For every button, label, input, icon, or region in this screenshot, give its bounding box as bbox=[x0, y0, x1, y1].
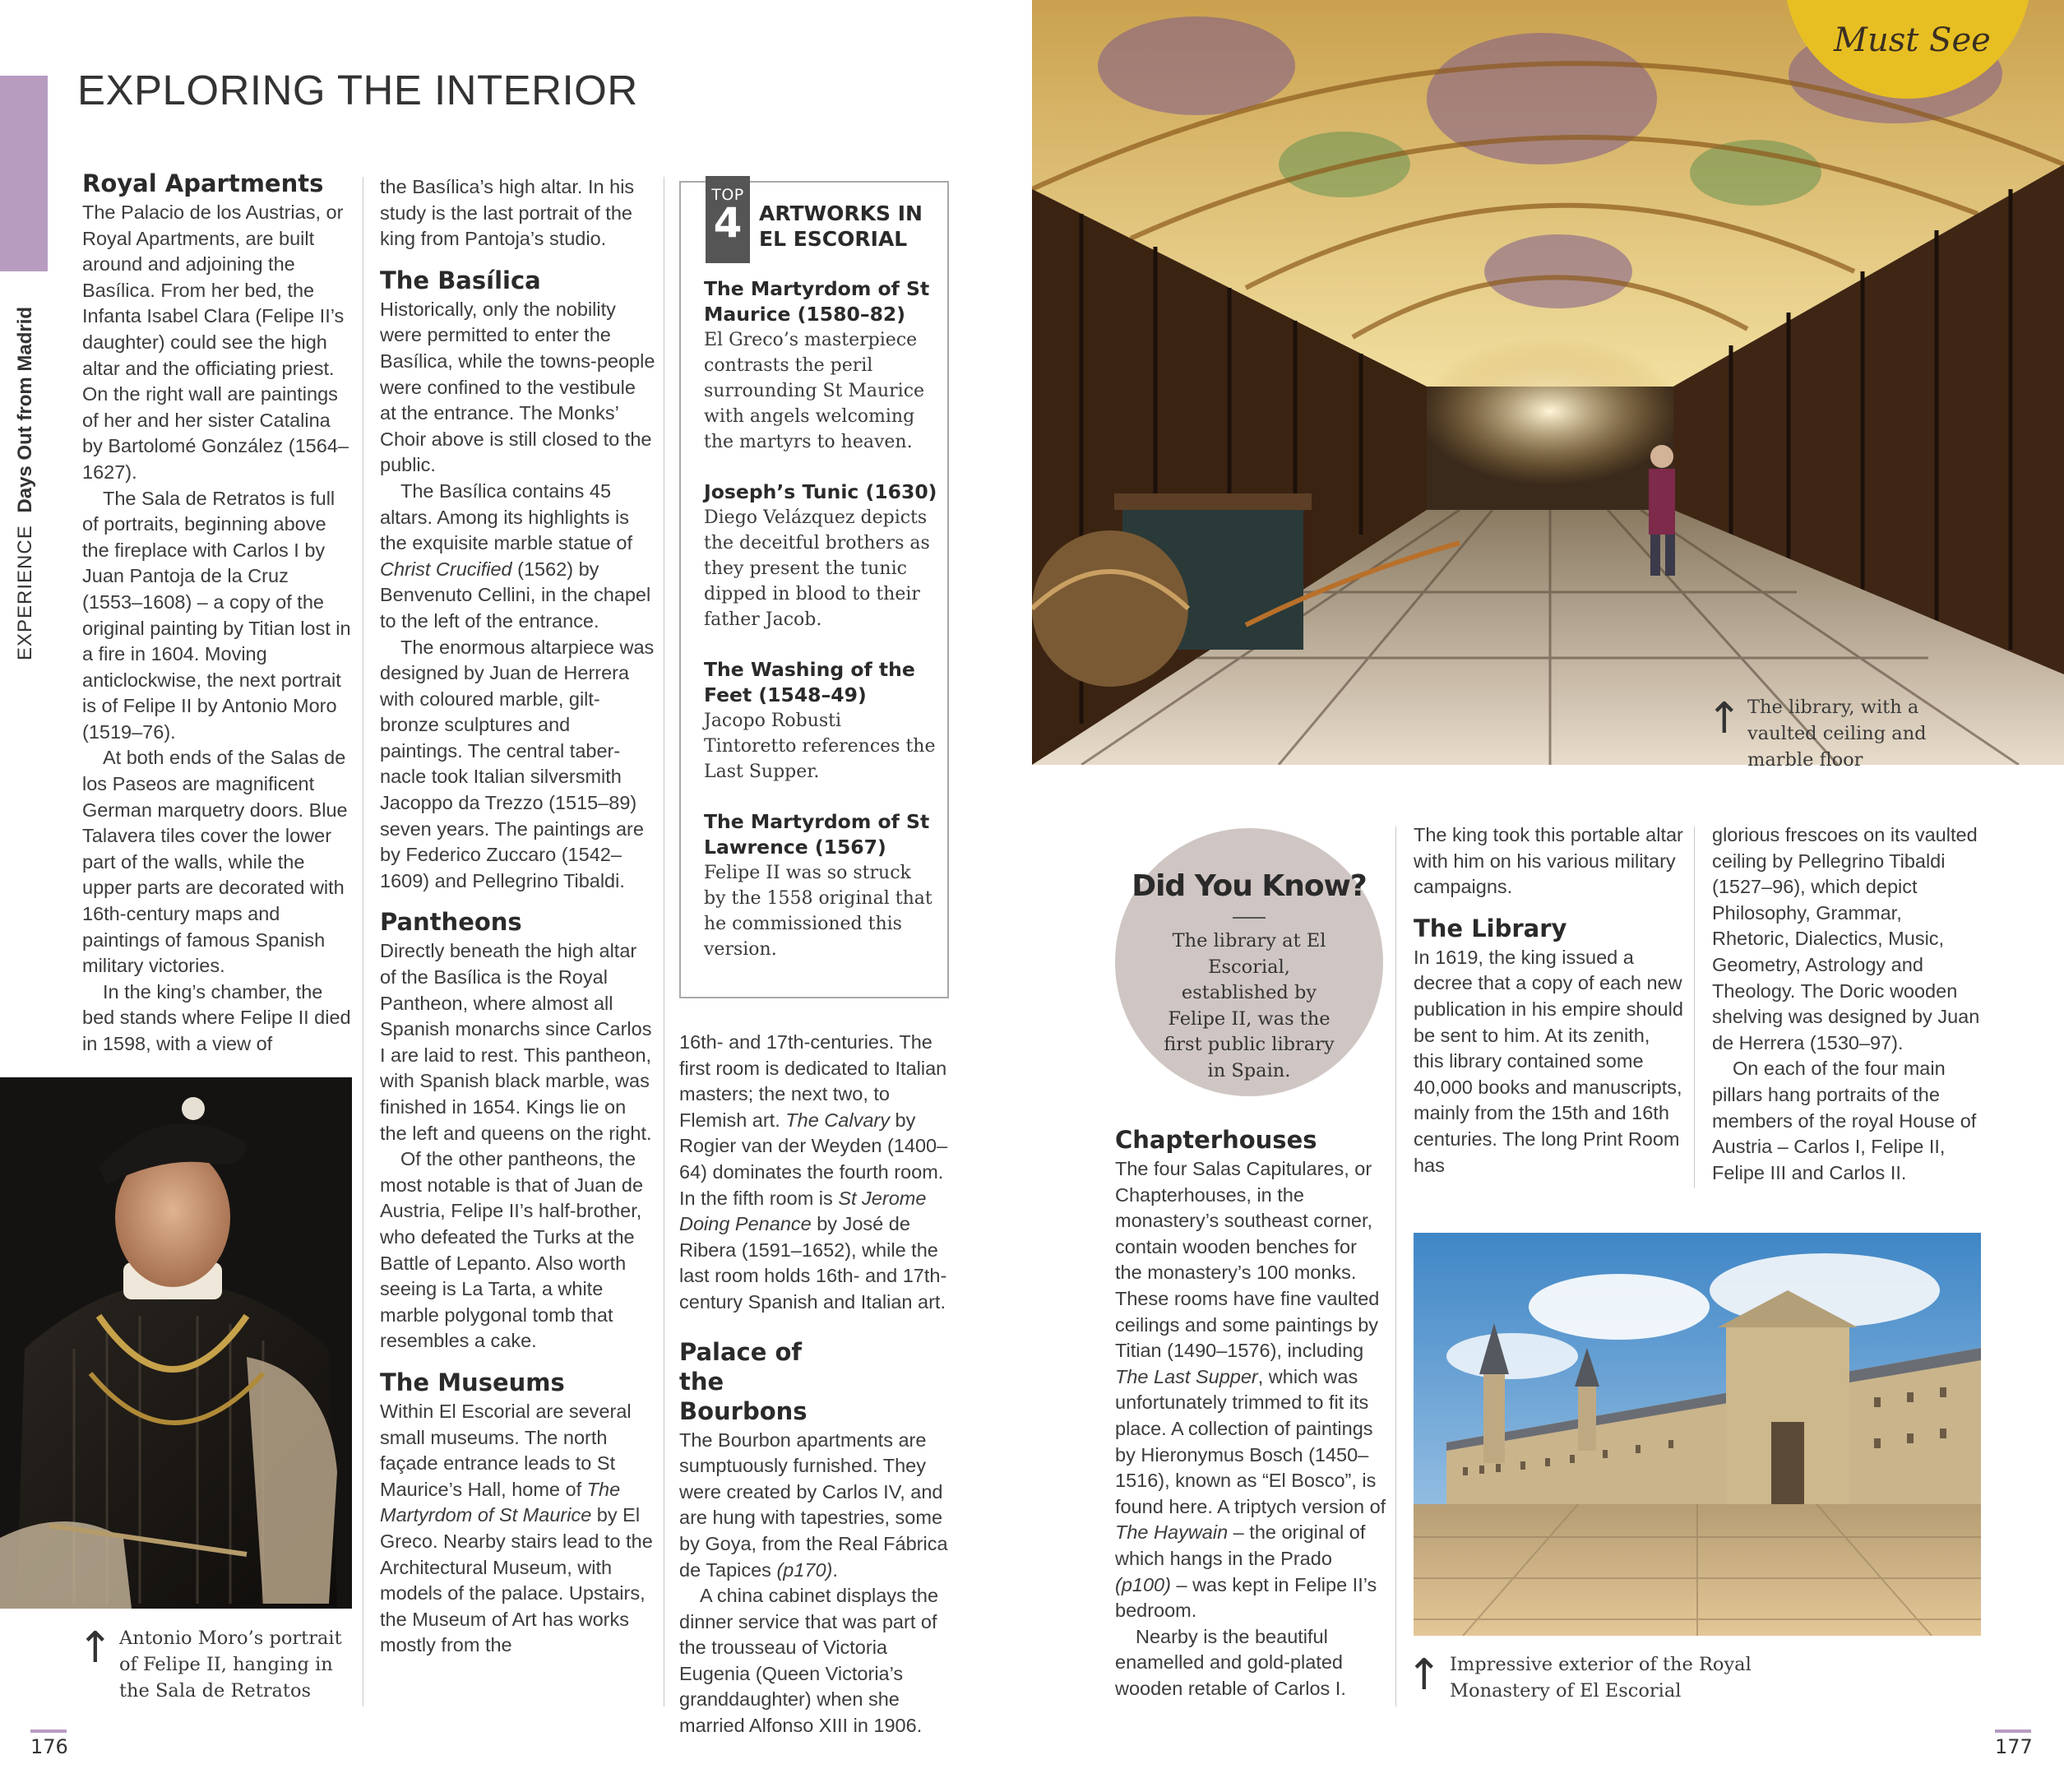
did-you-know-rule bbox=[1233, 917, 1266, 919]
portrait-photo bbox=[0, 1077, 352, 1609]
paragraph: In 1619, the king issued a decree that a copy of each new publication in his empire should be sent to him. At its zenith, this library contained some 40,000 books and manuscripts, mainly from the 15th and 16th centuries. The long Print Room has bbox=[1414, 946, 1683, 1176]
column-frescoes bbox=[1712, 822, 1983, 1186]
heading-basilica: The Basílica bbox=[380, 266, 541, 294]
exterior-photo bbox=[1414, 1233, 1981, 1636]
page-title: EXPLORING THE INTERIOR bbox=[77, 67, 638, 113]
section-color-bar bbox=[0, 76, 48, 271]
column-library bbox=[1414, 822, 1685, 1178]
paragraph: the Basílica’s high altar. In his study is the last portrait of the king from Pantoja’s studio. bbox=[380, 176, 635, 250]
paragraph: At both ends of the Salas de los Paseos are magnificent German marquetry doors. Blue Talavera tiles cover the lower part of the walls, while the upper parts are decorated with 16th-century maps and paintings of famous Spanish military victories. bbox=[82, 747, 348, 977]
up-arrow-icon: ↑ bbox=[77, 1623, 113, 1673]
paragraph: A china cabinet displays the dinner service that was part of the trousseau of Victoria Eugenia (Queen Victoria’s granddaughter) when she married Alfonso XIII in 1906. bbox=[679, 1585, 939, 1737]
heading-pantheons: Pantheons bbox=[380, 908, 522, 937]
library-photo bbox=[1032, 0, 2064, 765]
page-number-tick bbox=[1995, 1729, 2031, 1733]
portrait-illustration bbox=[0, 1077, 352, 1609]
top4-badge bbox=[706, 176, 750, 263]
heading-museums: The Museums bbox=[380, 1368, 565, 1396]
column-chapterhouses bbox=[1115, 1125, 1386, 1702]
column-divider bbox=[1694, 827, 1695, 1188]
paragraph: Historically, only the nobility were permitted to enter the Basílica, while the towns-people were confined to the vestibule at the entrance. The Monks’ Choir above is still closed to the public. bbox=[380, 298, 655, 476]
column-divider bbox=[1395, 827, 1396, 1706]
caption-library: The library, with a vaulted ceiling and marble floor bbox=[1747, 697, 1927, 771]
paragraph: The four Salas Capitulares, or Chapterhouses, in the monastery’s southeast corner, contain wooden benches for the monastery’s 100 monks. These rooms have fine vaulted ceilings and some paintings by Titian (1490–1576), including The Last Supper, which was unfortunately trimmed to fit its place. A collection of paintings by Hieronymus Bosch (1450–1516), known as “El Bosco”, is found here. A triptych version of The Haywain – the original of which hangs in the Prado (p100) – was kept in Felipe II’s bedroom. bbox=[1115, 1158, 1386, 1622]
paragraph: On each of the four main pillars hang portraits of the members of the royal House of Austria – Carlos I, Felipe II, Felipe III and Carlos II. bbox=[1712, 1058, 1977, 1183]
top4-item: The Martyrdom of St Maurice (1580–82) El Greco’s masterpiece contrasts the peril surrounding St Maurice with angels welcoming the martyrs to heaven. bbox=[704, 277, 930, 452]
heading-bourbons: Palace of the Bourbons bbox=[679, 1337, 808, 1425]
paragraph: The Bourbon apartments are sumptuously furnished. They were created by Carlos IV, and are hung with tapestries, some by Goya, from the Real Fábrica de Tapices (p170). bbox=[679, 1429, 948, 1581]
paragraph: Of the other pantheons, the most notable is that of Juan de Austria, Felipe II’s half-brother, who defeated the Turks at the Battle of Lepanto. Also worth seeing is La Tarta, a white marble polygonal tomb that resembles a cake. bbox=[380, 1148, 644, 1352]
side-label-section: Days Out from Madrid bbox=[14, 306, 36, 513]
caption-portrait: Antonio Moro’s portrait of Felipe II, hanging in the Sala de Retratos bbox=[119, 1628, 342, 1702]
top4-label: TOP bbox=[711, 186, 744, 204]
did-you-know-title: Did You Know? bbox=[1131, 869, 1367, 903]
top4-item: Joseph’s Tunic (1630) Diego Velázquez depicts the deceitful brothers as they present the tunic dipped in blood to their father Jacob. bbox=[704, 480, 937, 630]
paragraph: Directly beneath the high altar of the Basílica is the Royal Pantheon, where almost all Spanish monarchs since Carlos I are laid to rest. This pantheon, with Spanish black marble, was finished in 1654. Kings lie on the left and queens on the right. bbox=[380, 940, 652, 1144]
paragraph: Nearby is the beautiful enamelled and gold-plated wooden retable of Carlos I. bbox=[1115, 1625, 1346, 1699]
heading-royal-apartments: Royal Apartments bbox=[82, 169, 324, 197]
page-number-right: 177 bbox=[1995, 1735, 2033, 1758]
paragraph: 16th- and 17th-centuries. The first room is dedicated to Italian masters; the next two, to Flemish art. The Calvary by Rogier van der Weyden (1400–64) dominates the fourth room. In the fifth room is St Jerome Doing Penance by José de Ribera (1591–1652), while the last room holds 16th- and 17th-century Spanish and Italian art. bbox=[679, 1031, 948, 1313]
paragraph: The enormous altarpiece was designed by Juan de Herrera with coloured marble, gilt-bronze sculptures and paintings. The central taber-nacle took Italian silversmith Jacoppo da Trezzo (1515–89) seven years. The paintings are by Federico Zuccaro (1542–1609) and Pellegrino Tibaldi. bbox=[380, 636, 655, 891]
column-2 bbox=[380, 174, 655, 1659]
paragraph: glorious frescoes on its vaulted ceiling by Pellegrino Tibaldi (1527–96), which depict Philosophy, Grammar, Rhetoric, Dialectics, Music, Geometry, Astrology and Theology. The Doric wooden shelving was designed by Juan de Herrera (1530–97). bbox=[1712, 824, 1980, 1053]
heading-chapterhouses: Chapterhouses bbox=[1115, 1126, 1317, 1154]
up-arrow-icon: ↑ bbox=[1406, 1651, 1442, 1700]
up-arrow-icon: ↑ bbox=[1706, 694, 1742, 743]
paragraph: The Basílica contains 45 altars. Among its highlights is the exquisite marble statue of Christ Crucified (1562) by Benvenuto Cellini, in the chapel to the left of the entrance. bbox=[380, 479, 651, 632]
page-number-left: 176 bbox=[30, 1735, 68, 1758]
top4-item: The Washing of the Feet (1548–49) Jacopo Robusti Tintoretto references the Last Supper. bbox=[704, 658, 936, 782]
paragraph: Within El Escorial are several small museums. The north façade entrance leads to St Maurice’s Hall, home of The Martyrdom of St Maurice by El Greco. Nearby stairs lead to the Architectural Museum, with models of the palace. Upstairs, the Museum of Art has works mostly from the bbox=[380, 1400, 653, 1656]
caption-exterior: Impressive exterior of the Royal Monastery of El Escorial bbox=[1450, 1654, 1752, 1702]
did-you-know-text: The library at El Escorial, established by Felipe II, was the first public library in Spain. bbox=[1164, 930, 1335, 1081]
heading-library: The Library bbox=[1414, 914, 1567, 942]
top4-number: 4 bbox=[713, 199, 743, 247]
library-illustration bbox=[1032, 0, 2064, 765]
column-3 bbox=[679, 1030, 951, 1739]
side-label-experience: EXPERIENCE bbox=[14, 525, 36, 660]
page-number-tick bbox=[30, 1729, 67, 1733]
side-section-label bbox=[14, 306, 44, 660]
did-you-know-circle bbox=[1115, 828, 1383, 1096]
column-1 bbox=[82, 169, 354, 1058]
paragraph: The king took this portable altar with him on his various military campaigns. bbox=[1414, 824, 1683, 898]
top4-title: ARTWORKS IN EL ESCORIAL bbox=[759, 201, 923, 251]
must-see-label: Must See bbox=[1834, 21, 1991, 59]
top4-list bbox=[704, 276, 938, 987]
top4-item: The Martyrdom of St Lawrence (1567) Felipe II was so struck by the 1558 original that he commissioned this version. bbox=[704, 810, 933, 960]
top4-box bbox=[679, 181, 949, 998]
paragraph: The Palacio de los Austrias, or Royal Apartments, are built around and adjoining the Basílica. From her bed, the Infanta Isabel Clara (Felipe II’s daughter) could see the high altar and the officiating priest. On the right wall are paintings of her and her sister Catalina by Bartolomé González (1564–1627). bbox=[82, 201, 349, 483]
paragraph: The Sala de Retratos is full of portraits, beginning above the fireplace with Carlos I by Juan Pantoja de la Cruz (1553–1608) – a copy of the original painting by Titian lost in a fire in 1604. Moving anticlockwise, the next portrait is of Felipe II by Antonio Moro (1519–76). bbox=[82, 487, 351, 743]
exterior-illustration bbox=[1414, 1233, 1981, 1636]
paragraph: In the king’s chamber, the bed stands where Felipe II died in 1598, with a view of bbox=[82, 980, 351, 1054]
